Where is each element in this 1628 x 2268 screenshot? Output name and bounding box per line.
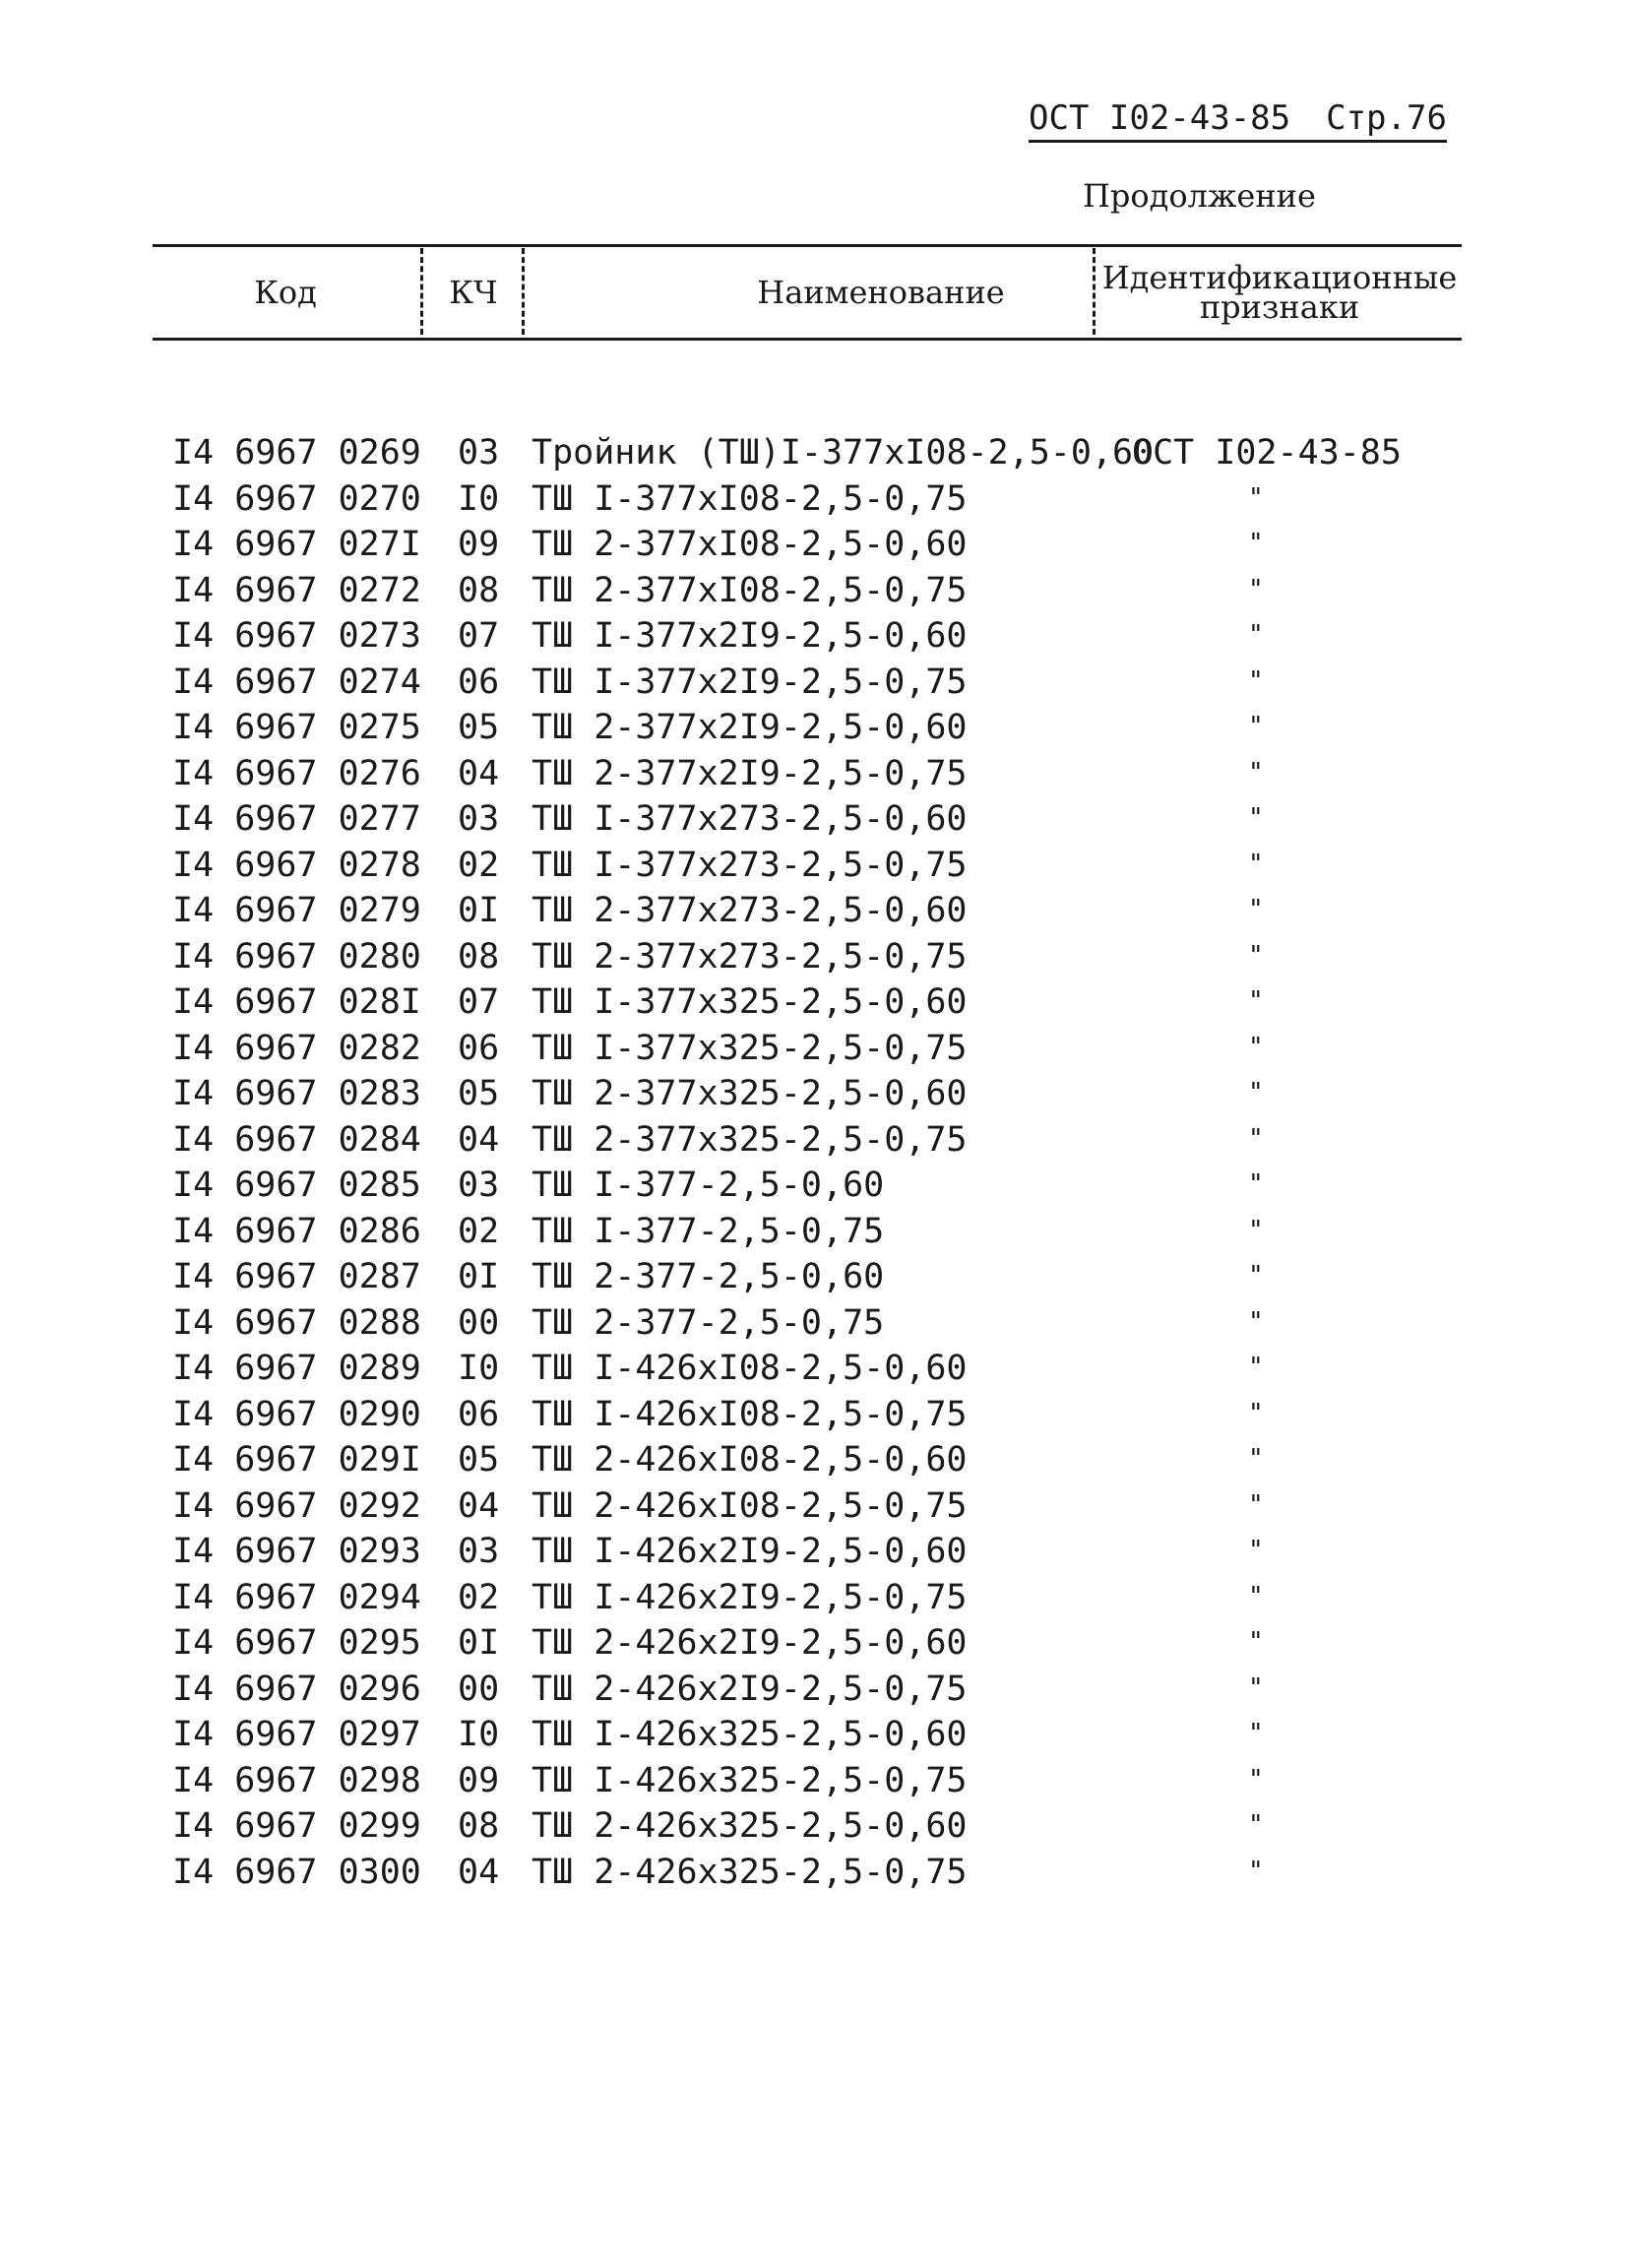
- table-row: [172, 1166, 1452, 1212]
- table-row: [172, 1349, 1452, 1395]
- row-code: I4 6967 0272: [172, 570, 421, 610]
- row-ident-ditto: ": [1248, 986, 1264, 1016]
- row-kch: 02: [458, 845, 500, 885]
- row-code: I4 6967 029I: [172, 1440, 421, 1480]
- row-kch: 03: [458, 1166, 500, 1205]
- column-divider: [420, 248, 423, 335]
- table-row: [172, 1440, 1452, 1486]
- row-code: I4 6967 0270: [172, 478, 421, 519]
- row-kch: 04: [458, 753, 500, 793]
- row-code: I4 6967 0278: [172, 845, 421, 885]
- row-kch: 06: [458, 1028, 500, 1068]
- row-code: I4 6967 0286: [172, 1211, 421, 1251]
- row-name: ТШ I-377-2,5-0,60: [532, 1166, 885, 1205]
- table-row: [172, 982, 1452, 1029]
- table-row: [172, 708, 1452, 754]
- row-ident-ditto: ": [1248, 620, 1264, 650]
- table-row: [172, 479, 1452, 526]
- row-kch: 00: [458, 1669, 500, 1709]
- column-header-code: Код: [254, 274, 317, 311]
- row-ident-ditto: ": [1248, 1261, 1264, 1291]
- table-row: [172, 1853, 1452, 1899]
- row-name: ТШ 2-426x325-2,5-0,75: [532, 1852, 968, 1892]
- row-name: ТШ 2-426x2I9-2,5-0,60: [532, 1623, 968, 1663]
- row-ident-ditto: ": [1248, 1215, 1264, 1245]
- table-row: [172, 616, 1452, 662]
- row-code: I4 6967 0290: [172, 1394, 421, 1434]
- row-ident-ditto: ": [1248, 940, 1264, 971]
- page-number: Стр.76: [1326, 98, 1447, 138]
- table-row: [172, 571, 1452, 617]
- table-row: [172, 662, 1452, 709]
- table-row: [172, 1578, 1452, 1624]
- row-name: ТШ I-377x325-2,5-0,75: [532, 1028, 968, 1068]
- table-body: [172, 433, 1452, 1898]
- table-row: [172, 891, 1452, 937]
- row-code: I4 6967 0299: [172, 1806, 421, 1846]
- row-name: ТШ 2-377xI08-2,5-0,75: [532, 570, 968, 610]
- row-code: I4 6967 0275: [172, 708, 421, 747]
- row-code: I4 6967 0297: [172, 1715, 421, 1754]
- row-code: I4 6967 0282: [172, 1028, 421, 1068]
- row-ident-ditto: ": [1248, 1810, 1264, 1840]
- table-row: [172, 1029, 1452, 1075]
- row-code: I4 6967 0273: [172, 616, 421, 656]
- row-kch: 03: [458, 799, 500, 839]
- row-ident-ditto: ": [1248, 1764, 1264, 1795]
- row-code: I4 6967 0277: [172, 799, 421, 839]
- row-ident-ditto: ": [1248, 1536, 1264, 1565]
- row-name: ТШ I-426x2I9-2,5-0,75: [532, 1577, 968, 1617]
- row-name: ТШ 2-377-2,5-0,75: [532, 1302, 885, 1343]
- table-row: [172, 1532, 1452, 1578]
- column-header-ident: [1097, 244, 1462, 341]
- row-code: I4 6967 0294: [172, 1577, 421, 1617]
- row-kch: 0I: [458, 1623, 500, 1663]
- row-ident: ОСТ I02-43-85: [1132, 433, 1402, 472]
- row-ident-ditto: ": [1248, 482, 1264, 513]
- column-divider: [522, 248, 525, 335]
- row-name: ТШ I-426x325-2,5-0,75: [532, 1760, 968, 1800]
- row-name: ТШ 2-377x2I9-2,5-0,75: [532, 753, 968, 793]
- table-row: [172, 1806, 1452, 1853]
- column-header-ident-line1: Идентификационные: [1101, 259, 1458, 296]
- row-name: ТШ 2-377xI08-2,5-0,60: [532, 525, 968, 564]
- row-ident-ditto: ": [1248, 1032, 1264, 1062]
- table-row: [172, 433, 1452, 479]
- table-row: [172, 754, 1452, 800]
- row-name: ТШ 2-377x325-2,5-0,75: [532, 1119, 968, 1160]
- row-ident-ditto: ": [1248, 1719, 1264, 1748]
- row-name: ТШ 2-377x273-2,5-0,75: [532, 936, 968, 976]
- table-row: [172, 846, 1452, 892]
- row-name: ТШ I-377x273-2,5-0,60: [532, 799, 968, 839]
- row-name: ТШ 2-377-2,5-0,60: [532, 1257, 885, 1296]
- row-kch: 06: [458, 1394, 500, 1434]
- row-code: I4 6967 0285: [172, 1166, 421, 1205]
- row-name: ТШ 2-426x2I9-2,5-0,75: [532, 1669, 968, 1709]
- table-row: [172, 1761, 1452, 1807]
- row-code: I4 6967 028I: [172, 982, 421, 1022]
- row-kch: 07: [458, 982, 500, 1022]
- table-row: [172, 1395, 1452, 1441]
- row-name: ТШ I-377x2I9-2,5-0,60: [532, 616, 968, 656]
- row-kch: 05: [458, 1440, 500, 1480]
- table-row: [172, 525, 1452, 571]
- row-kch: 07: [458, 616, 500, 656]
- row-ident-ditto: ": [1248, 849, 1264, 879]
- row-name: ТШ 2-377x2I9-2,5-0,60: [532, 708, 968, 747]
- row-kch: 0I: [458, 891, 500, 930]
- row-ident-ditto: ": [1248, 1078, 1264, 1107]
- row-code: I4 6967 0296: [172, 1669, 421, 1709]
- row-name: ТШ I-426x2I9-2,5-0,60: [532, 1532, 968, 1571]
- row-name: ТШ 2-426xI08-2,5-0,60: [532, 1440, 968, 1480]
- row-kch: 03: [458, 1532, 500, 1571]
- row-name: ТШ 2-426xI08-2,5-0,75: [532, 1485, 968, 1526]
- row-code: I4 6967 0274: [172, 662, 421, 702]
- row-name: ТШ I-377x273-2,5-0,75: [532, 845, 968, 885]
- row-kch: 00: [458, 1302, 500, 1343]
- row-code: I4 6967 0283: [172, 1074, 421, 1113]
- row-ident-ditto: ": [1248, 712, 1264, 741]
- row-kch: 04: [458, 1119, 500, 1160]
- row-code: I4 6967 0293: [172, 1532, 421, 1571]
- row-ident-ditto: ": [1248, 1627, 1264, 1657]
- row-name: ТШ 2-377x325-2,5-0,60: [532, 1074, 968, 1113]
- row-name: ТШ I-426xI08-2,5-0,75: [532, 1394, 968, 1434]
- row-name: ТШ I-377xI08-2,5-0,75: [532, 478, 968, 519]
- row-ident-ditto: ": [1248, 1353, 1264, 1382]
- row-kch: I0: [458, 478, 500, 519]
- row-kch: I0: [458, 1349, 500, 1388]
- row-code: I4 6967 0292: [172, 1485, 421, 1526]
- row-code: I4 6967 0288: [172, 1302, 421, 1343]
- row-kch: 08: [458, 1806, 500, 1846]
- row-ident-ditto: ": [1248, 1306, 1264, 1337]
- row-ident-ditto: ": [1248, 803, 1264, 833]
- row-kch: 05: [458, 1074, 500, 1113]
- row-kch: 09: [458, 525, 500, 564]
- row-ident-ditto: ": [1248, 665, 1264, 696]
- page-header: [1029, 98, 1447, 143]
- table-row: [172, 1670, 1452, 1716]
- table-row: [172, 1486, 1452, 1533]
- header-rule-bottom: [153, 338, 1462, 341]
- row-code: I4 6967 0269: [172, 433, 421, 472]
- row-name: ТШ I-426x325-2,5-0,60: [532, 1715, 968, 1754]
- row-name: ТШ 2-426x325-2,5-0,60: [532, 1806, 968, 1846]
- row-kch: 0I: [458, 1257, 500, 1296]
- table-row: [172, 1212, 1452, 1258]
- continuation-label: Продолжение: [1083, 177, 1316, 215]
- row-kch: 04: [458, 1485, 500, 1526]
- table-row: [172, 1257, 1452, 1303]
- row-ident-ditto: ": [1248, 1123, 1264, 1154]
- column-header-name: Наименование: [757, 274, 1005, 311]
- row-code: I4 6967 0300: [172, 1852, 421, 1892]
- row-name: ТШ I-377x2I9-2,5-0,75: [532, 662, 968, 702]
- row-ident-ditto: ": [1248, 1489, 1264, 1520]
- row-ident-ditto: ": [1248, 1856, 1264, 1886]
- row-code: I4 6967 0287: [172, 1257, 421, 1296]
- table-header: [153, 244, 1462, 341]
- column-header-kch: КЧ: [449, 274, 498, 311]
- row-kch: 08: [458, 570, 500, 610]
- row-kch: 04: [458, 1852, 500, 1892]
- row-ident-ditto: ": [1248, 1672, 1264, 1703]
- row-code: I4 6967 0284: [172, 1119, 421, 1160]
- row-name: Тройник (ТШ)I-377xI08-2,5-0,60: [532, 433, 1155, 472]
- row-ident-ditto: ": [1248, 574, 1264, 604]
- row-kch: I0: [458, 1715, 500, 1754]
- row-code: I4 6967 0280: [172, 936, 421, 976]
- column-divider: [1093, 248, 1096, 335]
- row-kch: 02: [458, 1211, 500, 1251]
- row-ident-ditto: ": [1248, 1398, 1264, 1428]
- table-row: [172, 1623, 1452, 1670]
- row-kch: 05: [458, 708, 500, 747]
- row-ident-ditto: ": [1248, 1444, 1264, 1474]
- row-ident-ditto: ": [1248, 529, 1264, 558]
- row-ident-ditto: ": [1248, 1581, 1264, 1611]
- row-ident-ditto: ": [1248, 757, 1264, 788]
- row-code: I4 6967 0279: [172, 891, 421, 930]
- row-kch: 03: [458, 433, 500, 472]
- column-header-ident-line2: признаки: [1199, 288, 1360, 326]
- row-code: I4 6967 0289: [172, 1349, 421, 1388]
- row-ident-ditto: ": [1248, 895, 1264, 924]
- table-row: [172, 1715, 1452, 1761]
- row-kch: 06: [458, 662, 500, 702]
- table-row: [172, 1303, 1452, 1350]
- row-code: I4 6967 027I: [172, 525, 421, 564]
- row-kch: 02: [458, 1577, 500, 1617]
- row-name: ТШ I-426xI08-2,5-0,60: [532, 1349, 968, 1388]
- table-row: [172, 937, 1452, 983]
- row-name: ТШ I-377-2,5-0,75: [532, 1211, 885, 1251]
- table-row: [172, 799, 1452, 846]
- row-name: ТШ I-377x325-2,5-0,60: [532, 982, 968, 1022]
- row-code: I4 6967 0298: [172, 1760, 421, 1800]
- row-ident-ditto: ": [1248, 1169, 1264, 1199]
- standard-number: ОСТ I02-43-85: [1029, 98, 1291, 138]
- row-kch: 08: [458, 936, 500, 976]
- row-kch: 09: [458, 1760, 500, 1800]
- table-row: [172, 1120, 1452, 1166]
- row-name: ТШ 2-377x273-2,5-0,60: [532, 891, 968, 930]
- row-code: I4 6967 0276: [172, 753, 421, 793]
- row-code: I4 6967 0295: [172, 1623, 421, 1663]
- table-row: [172, 1074, 1452, 1120]
